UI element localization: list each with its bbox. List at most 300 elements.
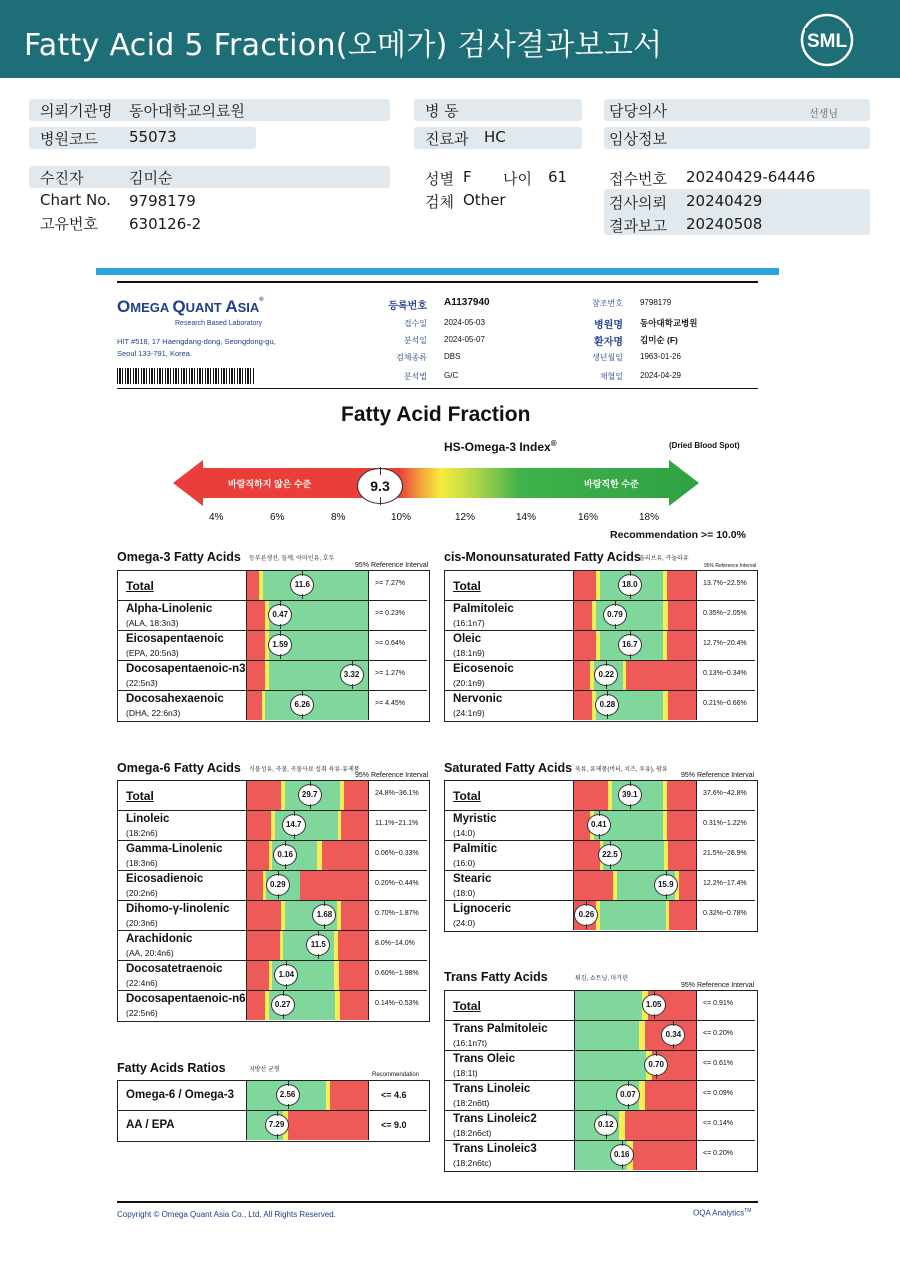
receipt-no-label: 접수번호 bbox=[609, 170, 667, 188]
barcode bbox=[117, 368, 255, 384]
o6-row bbox=[118, 991, 427, 1021]
report-page: Fatty Acid 5 Fraction(오메가) 검사결과보고서 SML 의뢰기관명 동아대학교의료원 병원코드 55073 병 동 진료과 HC 담당의사 선생님 임상정보 수진자 김미순 Chart No. 9798179 고유번호 630126-2 성별 F 나이 61 검체 Other 접수번호 20240429-64446 검사의뢰 20240429 결과보고 20240508 OMEGA QUANT ASIA® Research Based Laboratory HIT #518, 17 Haengdang-dong, Seongdong-gu, Seoul 133-791, Korea. 등록번호 A1137940 접수일 2024-05-03 분석일 2024-05-07 검체종류 DBS 분석법 G/C 참조번호 9798179 병원명 동아대학교병원 환자명 김미순 (F) 생년월일 1963-01-26 채혈일 2024-04-29 Fatty Acid Fraction HS-Omega-3 Index® (Dried Blood Spot) 바람직하지 않은 수준 바람직한 수준 9.3 4% 6% 8% 10% 12% 14% 16% 18% Recommendation >= 10.0% Omega-3 Fatty Acids 등푸른생선, 들깨, 아마인유, 호두 95% Reference Interval cis-Monounsaturated Fatty Acids 올리브유, 카놀라유 95% Reference Interval Omega-6 Fatty Acids 식물성유, 곡물, 곡물사료 섭취 육류·유제품 95% Reference Interval Saturated Fatty Acids 육류, 유제품(버터, 치즈, 우유), 팜유 95% Reference Interval Trans Fatty Acids 튀김, 쇼트닝, 마가린 95% Reference Interval Fatty Acids Ratios 지방산 균형 Recommendation Total 11.6 >= 7.27% Alpha-Linolenic (ALA, 18:3n3) 0.47 >= 0.23% Eicosapentaenoic (EPA, 20:5n3) 1.59 >= 0.64% Docosapentaenoic-n3 (22:5n3) 3.32 >= 1.27% Docosahexaenoic (DHA, 22:6n3) 6.26 >= 4.45% Total 18.0 13.7%~22.5% Palmitoleic (16:1n7) 0.79 0.35%~2.05% Oleic (18:1n9) 16.7 12.7%~20.4% Eicosenoic (20:1n9) 0.22 0.13%~0.34% Nervonic (24:1n9) 0.28 0.21%~0.66% Total 29.7 24.8%~36.1% Linoleic (18:2n6) 14.7 11.1%~21.1% Gamma-Linolenic (18:3n6) 0.16 0.06%~0.33% Eicosadienoic (20:2n6) 0.29 0.20%~0.44% Dihomo-γ-linolenic (20:3n6) 1.68 0.70%~1.87% Arachidonic (AA, 20:4n6) 11.5 8.0%~14.0% Docosatetraenoic (22:4n6) 1.04 0.60%~1.98% Docosapentaenoic-n6 (22:5n6) 0.27 0.14%~0.53% Total 39.1 37.6%~42.8% Myristic (14:0) 0.41 0.31%~1.22% Palmitic (16:0) 22.5 21.5%~26.9% Stearic (18:0) 15.9 12.2%~17.4% Lignoceric (24:0) 0.26 0.32%~0.78% Total 1.05 <= 0.91% Trans Palmitoleic (16:1n7t) 0.34 <= 0.20% Trans Oleic (18:1t) 0.70 <= 0.61% Trans Linoleic (18:2n6tt) 0.07 <= 0.09% Trans Linoleic2 (18:2n6ct) 0.12 <= 0.14% Trans Linoleic3 (18:2n6tc) 0.16 <= 0.20% Omega-6 / Omega-3 2.56 <= 4.6 AA / EPA 7.29 <= 9.0 Copyright © Omega Quant Asia Co., Ltd. All Rights Reserved. OQA Analytics™ bbox=[0, 0, 900, 1271]
sat-bar-segment bbox=[669, 901, 696, 930]
sat-row bbox=[445, 811, 755, 841]
clinical-label: 임상정보 bbox=[609, 130, 667, 148]
sat-bar-segment bbox=[667, 811, 697, 840]
o6-reference-range: 0.14%~0.53% bbox=[375, 1000, 419, 1007]
o6-acid-code: (22:4n6) bbox=[126, 978, 158, 988]
recommendation: Recommendation >= 10.0% bbox=[610, 529, 746, 541]
trans-acid-name: Trans Linoleic2 bbox=[453, 1113, 537, 1125]
sat-range-bar bbox=[573, 781, 697, 810]
sat-acid-name: Stearic bbox=[453, 873, 492, 885]
trans-reference-range: <= 0.61% bbox=[703, 1060, 733, 1067]
sat-row bbox=[445, 841, 755, 871]
lab-top-rule bbox=[117, 281, 758, 283]
ratio-range-bar bbox=[246, 1081, 369, 1110]
o6-bar-segment bbox=[340, 991, 368, 1020]
cis-row bbox=[445, 571, 755, 601]
o6-row bbox=[118, 811, 427, 841]
trans-acid-code: (18:2n6tt) bbox=[453, 1098, 490, 1108]
unique-id-value: 630126-2 bbox=[129, 215, 202, 233]
o6-bar-segment bbox=[247, 841, 269, 870]
ratio-value-marker: 2.56 bbox=[276, 1084, 300, 1106]
o3-bar-segment bbox=[247, 571, 260, 600]
cis-bar-segment bbox=[626, 661, 696, 690]
cis-range-bar bbox=[573, 661, 697, 690]
omega6-table bbox=[117, 780, 430, 1022]
trans-acid-name: Trans Oleic bbox=[453, 1053, 516, 1065]
omega3-note: 등푸른생선, 들깨, 아마인유, 호두 bbox=[249, 556, 335, 562]
sat-acid-code: (18:0) bbox=[453, 888, 476, 898]
trans-acid-code: (16:1n7t) bbox=[453, 1038, 488, 1048]
o6-acid-name: Gamma-Linolenic bbox=[126, 843, 223, 855]
o3-reference-range: >= 1.27% bbox=[375, 670, 405, 677]
trans-note: 튀김, 쇼트닝, 마가린 bbox=[575, 976, 629, 982]
omega3-title: Omega-3 Fatty Acids bbox=[117, 550, 241, 564]
cis-bar-segment bbox=[574, 661, 590, 690]
sat-value-marker: 0.26 bbox=[574, 904, 598, 926]
report-header bbox=[0, 0, 900, 78]
saturated-title: Saturated Fatty Acids bbox=[444, 761, 573, 775]
o6-value-marker: 14.7 bbox=[282, 814, 306, 836]
trans-row bbox=[445, 1141, 755, 1171]
o6-acid-code: (22:5n6) bbox=[126, 1008, 158, 1018]
o3-row bbox=[118, 601, 427, 631]
o3-row bbox=[118, 571, 427, 601]
o3-range-bar bbox=[246, 691, 369, 720]
cis-bar-segment bbox=[574, 631, 597, 660]
ratio-reference-range: <= 4.6 bbox=[381, 1090, 407, 1100]
sat-acid-name: Myristic bbox=[453, 813, 497, 825]
o6-reference-range: 8.0%~14.0% bbox=[375, 940, 415, 947]
sat-total-label: Total bbox=[453, 789, 481, 803]
footer-analytics: OQA Analytics™ bbox=[693, 1208, 752, 1218]
hospital-code-label: 병원코드 bbox=[40, 130, 98, 148]
o3-reference-range: >= 4.45% bbox=[375, 700, 405, 707]
o6-row bbox=[118, 931, 427, 961]
o3-range-bar bbox=[246, 631, 369, 660]
o3-row bbox=[118, 691, 427, 721]
doctor-label: 담당의사 bbox=[609, 102, 667, 120]
sat-acid-name: Palmitic bbox=[453, 843, 498, 855]
dept-value: HC bbox=[484, 128, 506, 146]
index-marker bbox=[357, 468, 403, 504]
report-title: Fatty Acid 5 Fraction(오메가) 검사결과보고서 bbox=[24, 28, 663, 63]
o6-acid-name: Linoleic bbox=[126, 813, 170, 825]
cis-acid-code: (18:1n9) bbox=[453, 648, 485, 658]
o3-acid-name: Docosapentaenoic-n3 bbox=[126, 663, 246, 675]
cis-reference-range: 0.13%~0.34% bbox=[703, 670, 747, 677]
cis-range-bar bbox=[573, 631, 697, 660]
o3-reference-range: >= 0.23% bbox=[375, 610, 405, 617]
dept-label: 진료과 bbox=[425, 130, 469, 148]
ratio-bar-segment bbox=[288, 1111, 368, 1140]
trans-row bbox=[445, 1111, 755, 1141]
sat-value-marker: 39.1 bbox=[618, 784, 642, 806]
o3-bar-segment bbox=[247, 631, 266, 660]
section-divider bbox=[96, 268, 779, 275]
cis-acid-name: Oleic bbox=[453, 633, 482, 645]
cis-reference-range: 13.7%~22.5% bbox=[703, 580, 747, 587]
trans-bar-segment bbox=[625, 1111, 697, 1140]
o3-acid-name: Alpha-Linolenic bbox=[126, 603, 213, 615]
omega6-note: 식물성유, 곡물, 곡물사료 섭취 육류·유제품 bbox=[249, 767, 360, 773]
o3-value-marker: 6.26 bbox=[290, 694, 314, 716]
cis-row bbox=[445, 631, 755, 661]
specimen-value: Other bbox=[463, 191, 506, 209]
ratio-reference-range: <= 9.0 bbox=[381, 1120, 407, 1130]
cis-acid-name: Eicosenoic bbox=[453, 663, 514, 675]
o6-acid-code: (20:2n6) bbox=[126, 888, 158, 898]
sat-reference-range: 0.32%~0.78% bbox=[703, 910, 747, 917]
sat-acid-code: (24:0) bbox=[453, 918, 476, 928]
o6-bar-segment bbox=[344, 781, 369, 810]
specimen-label: 검체 bbox=[425, 193, 454, 211]
trans-row bbox=[445, 991, 755, 1021]
o3-acid-name: Eicosapentaenoic bbox=[126, 633, 224, 645]
reg-no: A1137940 bbox=[444, 297, 490, 308]
o6-total-label: Total bbox=[126, 789, 154, 803]
omega3-table bbox=[117, 570, 430, 722]
o3-acid-code: (ALA, 18:3n3) bbox=[126, 618, 179, 628]
o6-value-marker: 0.29 bbox=[266, 874, 290, 896]
o6-bar-segment bbox=[247, 931, 280, 960]
o3-bar-segment bbox=[263, 571, 369, 600]
saturated-table bbox=[444, 780, 758, 932]
trans-value-marker: 0.16 bbox=[610, 1144, 634, 1166]
trans-range-bar bbox=[574, 991, 697, 1020]
sat-acid-code: (14:0) bbox=[453, 828, 476, 838]
o6-reference-range: 11.1%~21.1% bbox=[375, 820, 419, 827]
o6-bar-segment bbox=[338, 931, 369, 960]
o6-bar-segment bbox=[247, 811, 272, 840]
trans-acid-name: Trans Linoleic3 bbox=[453, 1143, 537, 1155]
cis-row bbox=[445, 661, 755, 691]
trans-value-marker: 0.12 bbox=[594, 1114, 618, 1136]
o6-row bbox=[118, 901, 427, 931]
cis-mono-table bbox=[444, 570, 758, 722]
o6-value-marker: 11.5 bbox=[306, 934, 330, 956]
trans-reference-range: <= 0.20% bbox=[703, 1030, 733, 1037]
trans-reference-range: <= 0.91% bbox=[703, 1000, 733, 1007]
o3-value-marker: 3.32 bbox=[340, 664, 364, 686]
trans-total-label: Total bbox=[453, 999, 481, 1013]
trans-range-bar bbox=[574, 1021, 697, 1050]
trans-value-marker: 0.07 bbox=[616, 1084, 640, 1106]
lab-meta-rule bbox=[117, 388, 758, 389]
o6-value-marker: 1.68 bbox=[312, 904, 336, 926]
index-title: HS-Omega-3 Index® bbox=[444, 439, 557, 454]
ratios-table bbox=[117, 1080, 430, 1142]
main-title: Fatty Acid Fraction bbox=[341, 403, 531, 426]
cis-bar-segment bbox=[574, 571, 597, 600]
o6-range-bar bbox=[246, 811, 369, 840]
o3-total-label: Total bbox=[126, 579, 154, 593]
receipt-no-value: 20240429-64446 bbox=[686, 168, 816, 186]
sat-value-marker: 15.9 bbox=[654, 874, 678, 896]
o3-acid-code: (EPA, 20:5n3) bbox=[126, 648, 179, 658]
trans-bar-segment bbox=[575, 1021, 640, 1050]
sat-bar-segment bbox=[574, 781, 609, 810]
o3-range-bar bbox=[246, 571, 369, 600]
o6-reference-range: 0.60%~1.98% bbox=[375, 970, 419, 977]
o6-acid-name: Arachidonic bbox=[126, 933, 193, 945]
lab-address-2: Seoul 133-791, Korea. bbox=[117, 349, 193, 358]
sat-bar-segment bbox=[679, 871, 697, 900]
trans-bar-segment bbox=[645, 1081, 696, 1110]
o3-bar-segment bbox=[247, 601, 266, 630]
o3-acid-name: Docosahexaenoic bbox=[126, 693, 224, 705]
o6-acid-name: Eicosadienoic bbox=[126, 873, 204, 885]
sex-label: 성별 bbox=[425, 170, 454, 188]
cis-bar-segment bbox=[668, 691, 697, 720]
cis-mono-title: cis-Monounsaturated Fatty Acids bbox=[444, 550, 641, 564]
patient-name-value: 김미순 bbox=[129, 169, 173, 187]
o6-bar-segment bbox=[247, 901, 281, 930]
sat-row bbox=[445, 781, 755, 811]
trans-acid-name: Trans Palmitoleic bbox=[453, 1023, 548, 1035]
ratios-recommendation: Recommendation bbox=[372, 1072, 420, 1078]
cis-bar-segment bbox=[667, 631, 697, 660]
trans-reference-range: <= 0.09% bbox=[703, 1090, 733, 1097]
cis-total-label: Total bbox=[453, 579, 481, 593]
cis-range-bar bbox=[573, 601, 697, 630]
cis-bar-segment bbox=[574, 601, 593, 630]
result-date-value: 20240508 bbox=[686, 215, 763, 233]
cis-reference-range: 12.7%~20.4% bbox=[703, 640, 747, 647]
trans-range-bar bbox=[574, 1111, 697, 1140]
sex-value: F bbox=[463, 168, 472, 186]
o6-bar-segment bbox=[341, 811, 368, 840]
patient-name-label: 수진자 bbox=[40, 169, 84, 187]
o3-acid-code: (22:5n3) bbox=[126, 678, 158, 688]
high-level-label: 바람직한 수준 bbox=[584, 479, 639, 489]
o6-bar-segment bbox=[247, 961, 269, 990]
cis-acid-name: Palmitoleic bbox=[453, 603, 514, 615]
ward-label: 병 동 bbox=[425, 102, 459, 120]
o6-reference-range: 0.20%~0.44% bbox=[375, 880, 419, 887]
o3-value-marker: 1.59 bbox=[268, 634, 292, 656]
o6-acid-code: (20:3n6) bbox=[126, 918, 158, 928]
request-date-value: 20240429 bbox=[686, 192, 763, 210]
o6-bar-segment bbox=[341, 901, 368, 930]
o6-acid-name: Dihomo-γ-linolenic bbox=[126, 903, 230, 915]
sat-bar-segment bbox=[667, 781, 697, 810]
chart-no-label: Chart No. bbox=[40, 191, 111, 209]
sat-range-bar bbox=[573, 871, 697, 900]
o6-acid-code: (18:2n6) bbox=[126, 828, 158, 838]
o6-acid-code: (18:3n6) bbox=[126, 858, 158, 868]
omega3-ref-interval: 95% Reference Interval bbox=[355, 562, 429, 569]
sat-range-bar bbox=[573, 841, 697, 870]
o6-acid-name: Docosapentaenoic-n6 bbox=[126, 993, 246, 1005]
cis-reference-range: 0.21%~0.66% bbox=[703, 700, 747, 707]
cis-mono-ref-interval: 95% Reference Interval bbox=[704, 563, 757, 569]
cis-row bbox=[445, 601, 755, 631]
trans-bar-segment bbox=[575, 1051, 647, 1080]
ratio-acid-name: Omega-6 / Omega-3 bbox=[126, 1089, 235, 1101]
trans-ref-interval: 95% Reference Interval bbox=[681, 982, 755, 989]
omega6-ref-interval: 95% Reference Interval bbox=[355, 772, 429, 779]
trans-acid-name: Trans Linoleic bbox=[453, 1083, 531, 1095]
o3-bar-segment bbox=[265, 691, 368, 720]
o6-bar-segment bbox=[247, 991, 266, 1020]
request-date-label: 검사의뢰 bbox=[609, 194, 667, 212]
o6-reference-range: 0.70%~1.87% bbox=[375, 910, 419, 917]
o6-row bbox=[118, 781, 427, 811]
cis-value-marker: 0.79 bbox=[603, 604, 627, 626]
o6-acid-name: Docosatetraenoic bbox=[126, 963, 223, 975]
sml-logo bbox=[799, 12, 855, 68]
trans-acid-code: (18:1t) bbox=[453, 1068, 478, 1078]
dried-blood-spot: (Dried Blood Spot) bbox=[669, 441, 740, 450]
o6-range-bar bbox=[246, 781, 369, 810]
cis-value-marker: 18.0 bbox=[618, 574, 642, 596]
o6-acid-code: (AA, 20:4n6) bbox=[126, 948, 174, 958]
org-label: 의뢰기관명 bbox=[40, 102, 113, 120]
unique-id-label: 고유번호 bbox=[40, 215, 98, 233]
cis-range-bar bbox=[573, 691, 697, 720]
trans-range-bar bbox=[574, 1141, 697, 1170]
trans-table bbox=[444, 990, 758, 1172]
o3-row bbox=[118, 631, 427, 661]
saturated-note: 육류, 유제품(버터, 치즈, 우유), 팜유 bbox=[575, 767, 668, 773]
sat-value-marker: 0.41 bbox=[587, 814, 611, 836]
omega6-title: Omega-6 Fatty Acids bbox=[117, 761, 241, 775]
lab-address-1: HIT #518, 17 Haengdang-dong, Seongdong-gu, bbox=[117, 337, 276, 346]
trans-bar-segment bbox=[575, 991, 642, 1020]
o6-range-bar bbox=[246, 901, 369, 930]
trans-row bbox=[445, 1081, 755, 1111]
age-value: 61 bbox=[548, 168, 568, 186]
trans-value-marker: 1.05 bbox=[642, 994, 666, 1016]
o6-range-bar bbox=[246, 931, 369, 960]
ratio-row bbox=[118, 1111, 427, 1141]
ratio-row bbox=[118, 1081, 427, 1111]
o6-value-marker: 0.16 bbox=[273, 844, 297, 866]
cis-acid-code: (20:1n9) bbox=[453, 678, 485, 688]
oqa-logo-sub: Research Based Laboratory bbox=[175, 320, 263, 327]
sat-value-marker: 22.5 bbox=[598, 844, 622, 866]
o6-row bbox=[118, 961, 427, 991]
footer-copyright: Copyright © Omega Quant Asia Co., Ltd. All Rights Reserved. bbox=[117, 1210, 336, 1219]
index-value: 9.3 bbox=[370, 478, 390, 494]
o6-range-bar bbox=[246, 871, 369, 900]
sat-reference-range: 12.2%~17.4% bbox=[703, 880, 747, 887]
trans-value-marker: 0.70 bbox=[644, 1054, 668, 1076]
o6-value-marker: 1.04 bbox=[274, 964, 298, 986]
cis-acid-code: (24:1n9) bbox=[453, 708, 485, 718]
hospital-code-value: 55073 bbox=[129, 128, 177, 146]
cis-value-marker: 0.22 bbox=[594, 664, 618, 686]
ratios-note: 지방산 균형 bbox=[249, 1067, 280, 1073]
sat-range-bar bbox=[573, 901, 697, 930]
o6-range-bar bbox=[246, 991, 369, 1020]
o3-acid-code: (DHA, 22:6n3) bbox=[126, 708, 181, 718]
chart-no-value: 9798179 bbox=[129, 192, 196, 210]
o6-row bbox=[118, 841, 427, 871]
ratio-value-marker: 7.29 bbox=[265, 1114, 289, 1136]
sat-reference-range: 21.5%~26.9% bbox=[703, 850, 747, 857]
sat-acid-code: (16:0) bbox=[453, 858, 476, 868]
o6-value-marker: 0.27 bbox=[271, 994, 295, 1016]
sat-reference-range: 0.31%~1.22% bbox=[703, 820, 747, 827]
sat-bar-segment bbox=[574, 871, 614, 900]
o6-bar-segment bbox=[339, 961, 369, 990]
ratio-acid-name: AA / EPA bbox=[126, 1119, 175, 1131]
sat-reference-range: 37.6%~42.8% bbox=[703, 790, 747, 797]
trans-reference-range: <= 0.14% bbox=[703, 1120, 733, 1127]
o6-bar-segment bbox=[300, 871, 368, 900]
o3-value-marker: 11.6 bbox=[290, 574, 314, 596]
o6-value-marker: 29.7 bbox=[298, 784, 322, 806]
o6-bar-segment bbox=[322, 841, 369, 870]
o6-row bbox=[118, 871, 427, 901]
age-label: 나이 bbox=[503, 170, 532, 188]
cis-value-marker: 0.28 bbox=[595, 694, 619, 716]
o3-bar-segment bbox=[247, 691, 262, 720]
ratio-range-bar bbox=[246, 1111, 369, 1140]
sml-logo-text: SML bbox=[806, 31, 848, 52]
sat-row bbox=[445, 871, 755, 901]
sat-range-bar bbox=[573, 811, 697, 840]
oqa-logo: OMEGA QUANT ASIA® bbox=[117, 297, 264, 316]
o6-bar-segment bbox=[247, 871, 263, 900]
trans-acid-code: (18:2n6tc) bbox=[453, 1158, 492, 1168]
sat-bar-segment bbox=[668, 841, 697, 870]
saturated-ref-interval: 95% Reference Interval bbox=[681, 772, 755, 779]
ratio-bar-segment bbox=[330, 1081, 368, 1110]
cis-value-marker: 16.7 bbox=[618, 634, 642, 656]
trans-acid-code: (18:2n6ct) bbox=[453, 1128, 492, 1138]
trans-bar-segment bbox=[633, 1141, 697, 1170]
cis-row bbox=[445, 691, 755, 721]
cis-mono-note: 올리브유, 카놀라유 bbox=[639, 556, 689, 562]
o6-bar-segment bbox=[247, 781, 281, 810]
o3-reference-range: >= 0.64% bbox=[375, 640, 405, 647]
o3-range-bar bbox=[246, 601, 369, 630]
o6-range-bar bbox=[246, 961, 369, 990]
cis-range-bar bbox=[573, 571, 697, 600]
cis-bar-segment bbox=[667, 571, 697, 600]
o3-value-marker: 0.47 bbox=[268, 604, 292, 626]
sat-bar-segment bbox=[574, 841, 600, 870]
cis-acid-code: (16:1n7) bbox=[453, 618, 485, 628]
doctor-suffix: 선생님 bbox=[809, 109, 838, 120]
trans-row bbox=[445, 1021, 755, 1051]
trans-value-marker: 0.34 bbox=[661, 1024, 685, 1046]
o6-reference-range: 0.06%~0.33% bbox=[375, 850, 419, 857]
trans-range-bar bbox=[574, 1081, 697, 1110]
trans-title: Trans Fatty Acids bbox=[444, 970, 548, 984]
trans-reference-range: <= 0.20% bbox=[703, 1150, 733, 1157]
o3-reference-range: >= 7.27% bbox=[375, 580, 405, 587]
cis-bar-segment bbox=[574, 691, 593, 720]
o3-row bbox=[118, 661, 427, 691]
cis-acid-name: Nervonic bbox=[453, 693, 503, 705]
o3-bar-segment bbox=[247, 661, 266, 690]
cis-reference-range: 0.35%~2.05% bbox=[703, 610, 747, 617]
trans-row bbox=[445, 1051, 755, 1081]
o6-reference-range: 24.8%~36.1% bbox=[375, 790, 419, 797]
org-value: 동아대학교의료원 bbox=[129, 102, 245, 120]
cis-bar-segment bbox=[668, 601, 697, 630]
sat-bar-segment bbox=[600, 901, 666, 930]
sat-acid-name: Lignoceric bbox=[453, 903, 512, 915]
low-level-label: 바람직하지 않은 수준 bbox=[228, 479, 312, 489]
sat-row bbox=[445, 901, 755, 931]
